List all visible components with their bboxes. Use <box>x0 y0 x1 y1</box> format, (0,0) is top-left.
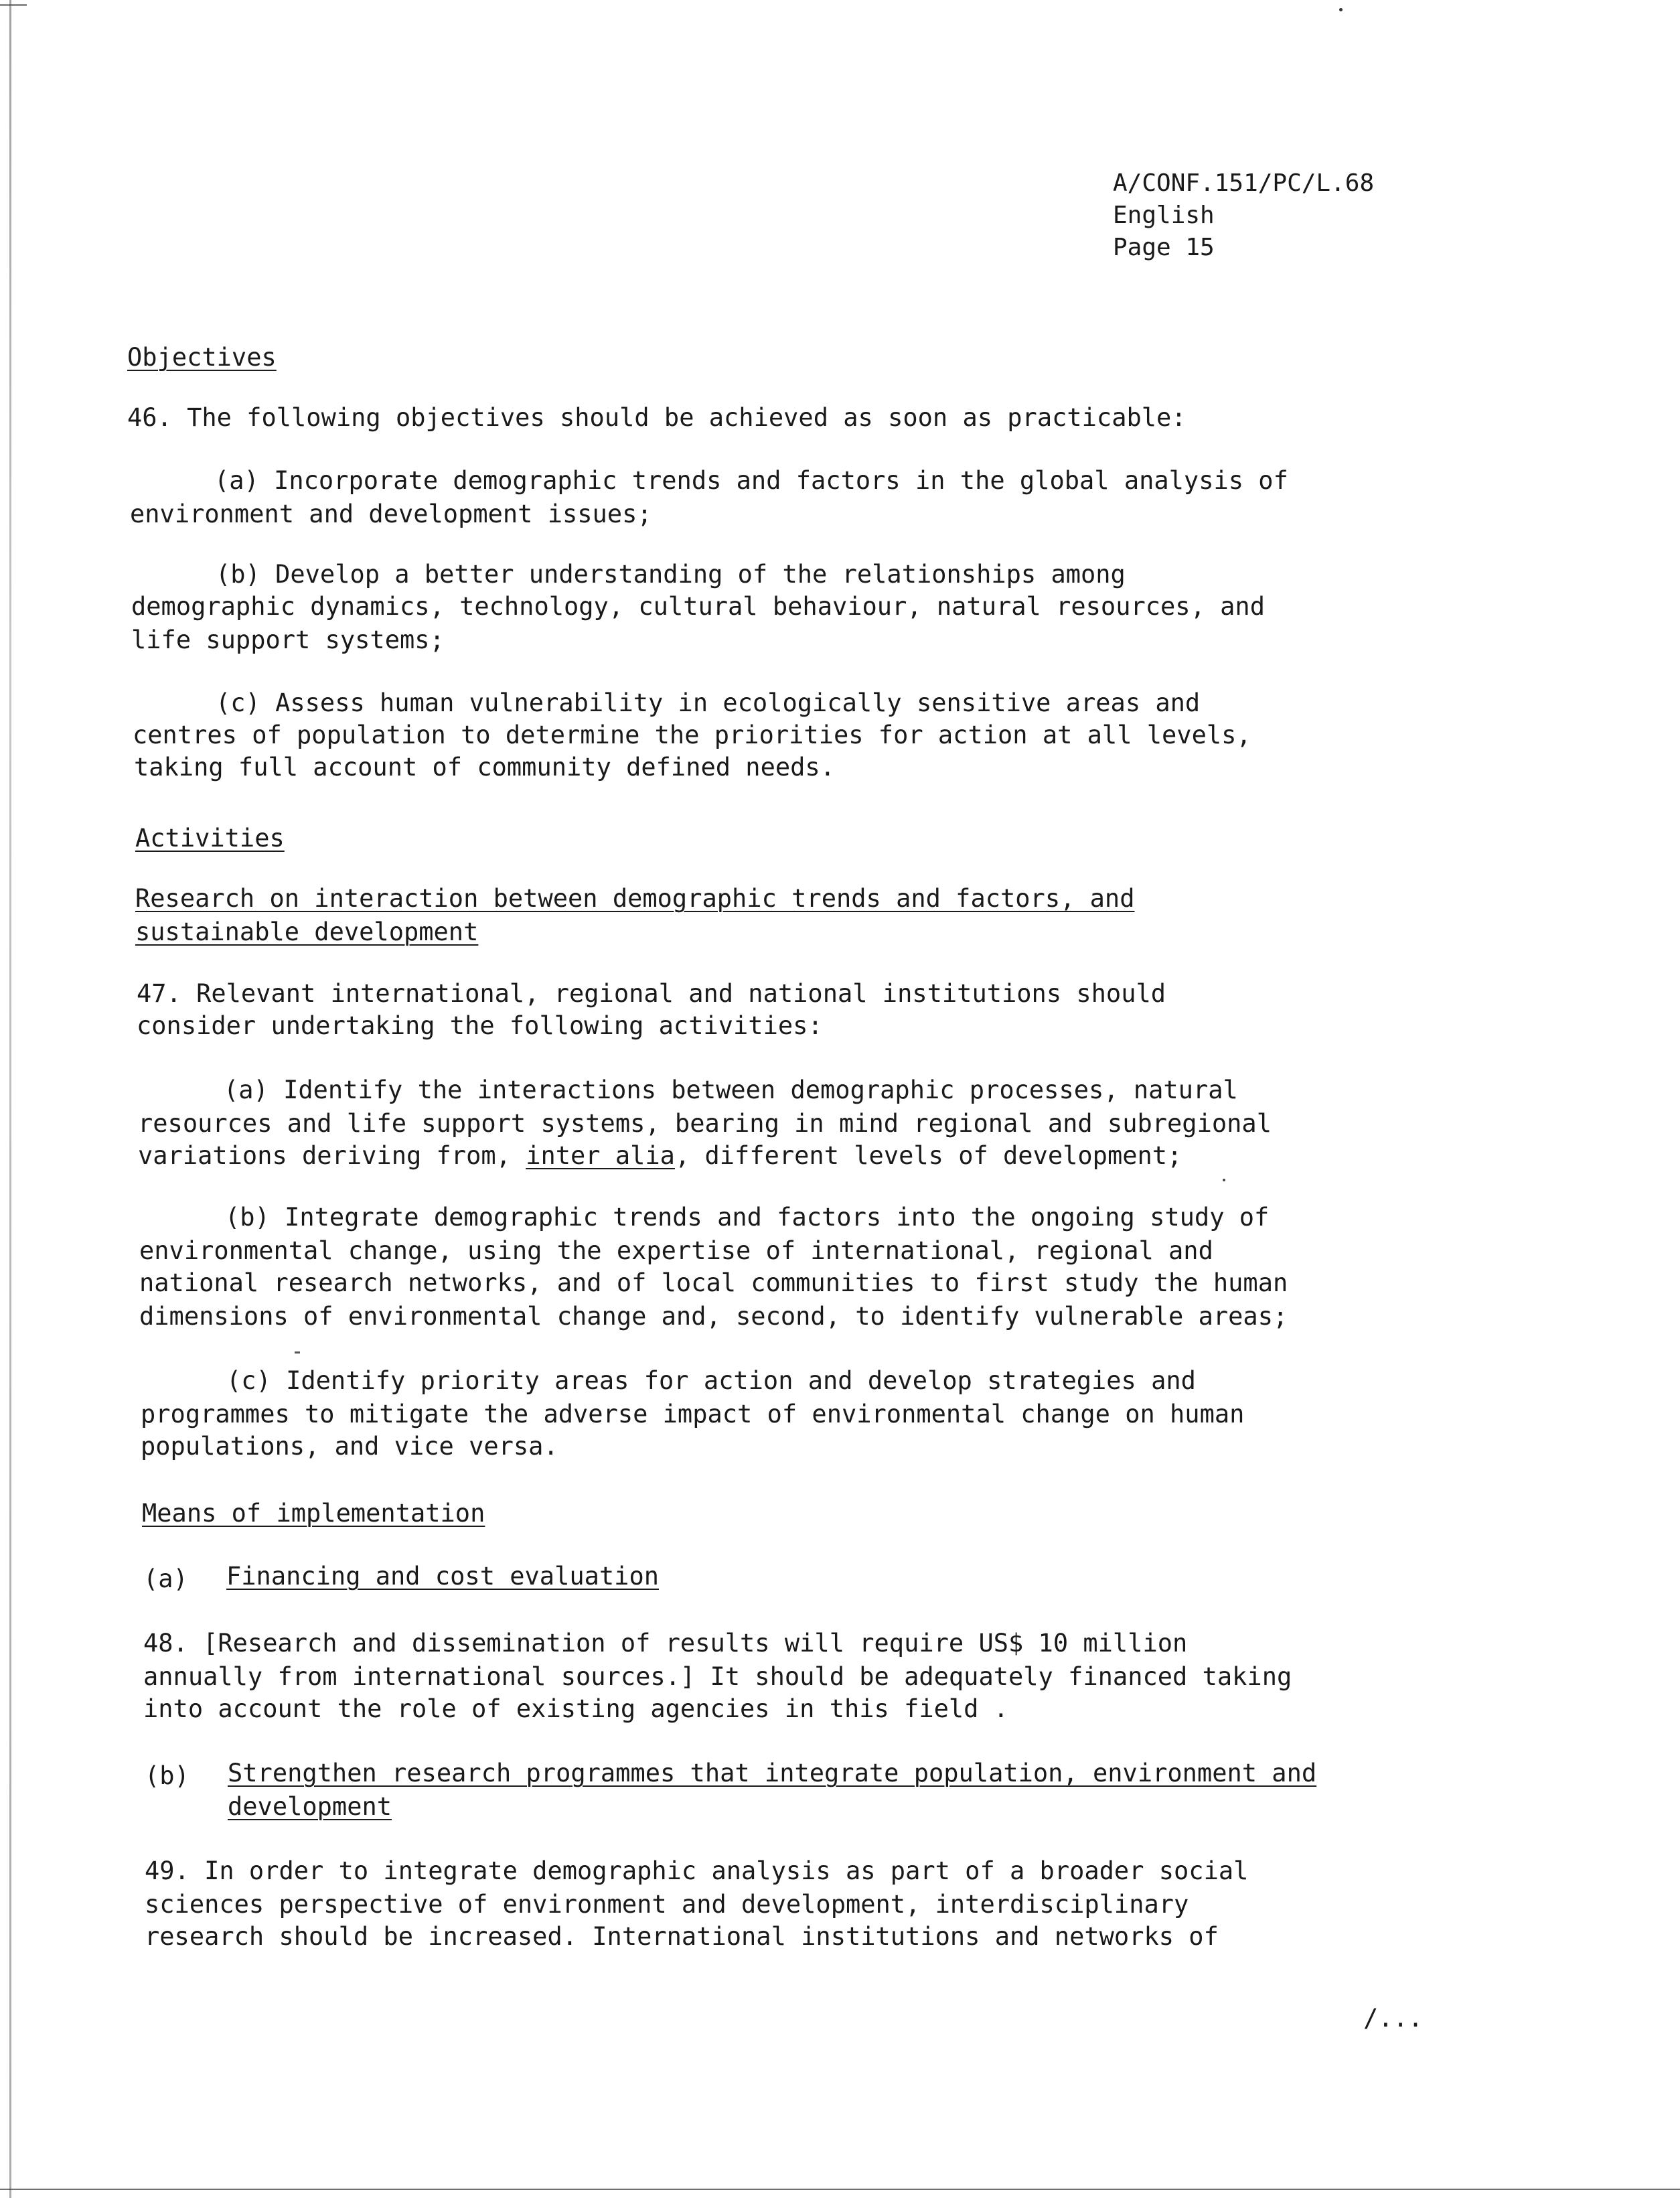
section-heading-objectives: Objectives <box>127 343 277 372</box>
activity-c-line: populations, and vice versa. <box>141 1432 558 1461</box>
activity-c-line: (c) Identify priority areas for action and develop strategies and <box>226 1366 1196 1395</box>
objective-a-line: (a) Incorporate demographic trends and factors in the global analysis of <box>214 466 1288 495</box>
paragraph-49: sciences perspective of environment and development, interdisciplinary <box>145 1890 1189 1919</box>
subsection-a-title: Financing and cost evaluation <box>226 1562 660 1591</box>
paragraph-48: into account the role of existing agencies in this field . <box>143 1694 1009 1723</box>
paragraph-49: research should be increased. International institutions and networks of <box>145 1922 1219 1951</box>
activity-b-line: dimensions of environmental change and, second, to identify vulnerable areas; <box>139 1302 1288 1331</box>
scan-left-edge <box>9 0 11 2198</box>
activities-subheading: sustainable development <box>135 918 479 946</box>
scan-corner-mark <box>0 4 27 6</box>
paragraph-47: consider undertaking the following activities: <box>137 1011 823 1040</box>
objective-c-line: centres of population to determine the priorities for action at all levels, <box>133 721 1251 749</box>
scan-bottom-edge <box>0 2189 1680 2190</box>
section-heading-activities: Activities <box>135 824 285 853</box>
activity-a-text: variations deriving from, <box>138 1141 526 1170</box>
subsection-b-title: Strengthen research programmes that integrate population, environment and <box>228 1759 1317 1787</box>
activity-b-line: national research networks, and of local communities to first study the human <box>139 1268 1288 1297</box>
paragraph-47: 47. Relevant international, regional and national institutions should <box>137 979 1166 1008</box>
objective-b-line: life support systems; <box>131 626 445 654</box>
subsection-a-label: (a) <box>143 1564 188 1593</box>
activities-subheading: Research on interaction between demographic trends and factors, and <box>135 884 1135 913</box>
activity-b-line: (b) Integrate demographic trends and factors into the ongoing study of <box>225 1203 1270 1232</box>
activity-c-line: programmes to mitigate the adverse impact of environmental change on human <box>141 1400 1245 1428</box>
activity-a-text: , different levels of development; <box>674 1141 1182 1170</box>
page-number: Page 15 <box>1113 234 1215 261</box>
scan-speck <box>295 1351 300 1353</box>
section-heading-means: Means of implementation <box>142 1499 485 1528</box>
objective-c-line: taking full account of community defined needs. <box>134 753 835 782</box>
paragraph-48: annually from international sources.] It should be adequately financed taking <box>143 1662 1292 1691</box>
scan-speck <box>1223 1179 1225 1181</box>
document-reference <box>1113 167 1374 264</box>
continuation-marker: /... <box>1363 2004 1424 2033</box>
activity-a-line <box>138 1140 1182 1172</box>
paragraph-49: 49. In order to integrate demographic analysis as part of a broader social <box>145 1856 1249 1885</box>
objective-b-line: demographic dynamics, technology, cultural behaviour, natural resources, and <box>131 592 1265 621</box>
subsection-b-label: (b) <box>145 1761 189 1790</box>
subsection-b-title: development <box>228 1792 392 1821</box>
paragraph-46: 46. The following objectives should be achieved as soon as practicable: <box>127 403 1187 432</box>
document-language: English <box>1113 202 1215 229</box>
document-symbol: A/CONF.151/PC/L.68 <box>1113 169 1375 197</box>
objective-c-line: (c) Assess human vulnerability in ecologically sensitive areas and <box>216 688 1201 717</box>
activity-a-line: resources and life support systems, bearing in mind regional and subregional <box>138 1109 1272 1138</box>
activity-a-line: (a) Identify the interactions between demographic processes, natural <box>224 1076 1238 1104</box>
objective-a-line: environment and development issues; <box>130 500 652 528</box>
paragraph-48: 48. [Research and dissemination of results will require US$ 10 million <box>143 1629 1188 1658</box>
scan-speck <box>1339 8 1343 11</box>
activity-b-line: environmental change, using the expertise of international, regional and <box>139 1236 1213 1265</box>
latin-phrase-inter-alia: inter alia <box>526 1141 675 1170</box>
objective-b-line: (b) Develop a better understanding of the relationships among <box>216 560 1126 589</box>
